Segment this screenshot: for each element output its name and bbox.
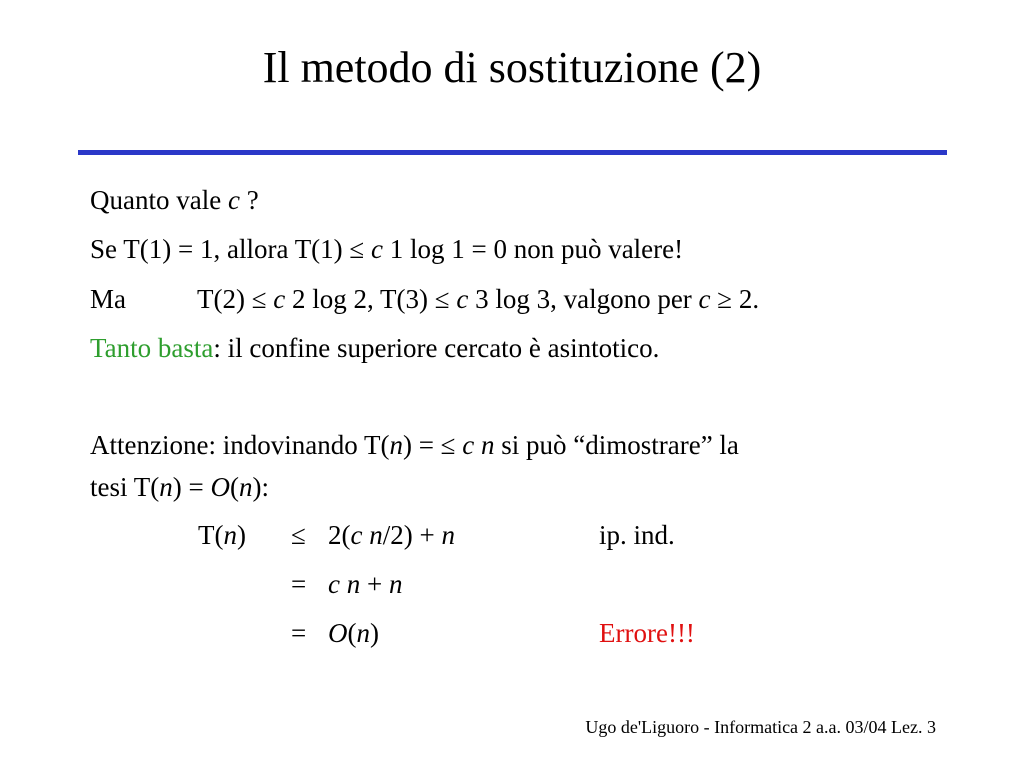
text: + — [360, 569, 389, 599]
ma-text — [197, 282, 759, 316]
ma-label: Ma — [90, 284, 126, 314]
var-c: c — [328, 569, 340, 599]
text: ? — [239, 185, 259, 215]
var-n: n — [369, 520, 383, 550]
big-o: O — [328, 618, 348, 648]
proof-rhs — [328, 567, 402, 601]
space — [474, 430, 481, 460]
error-note: Errore!!! — [599, 618, 695, 648]
base-case-line — [90, 232, 683, 266]
text: 2 log 2, T(3) ≤ — [285, 284, 457, 314]
proof-op-eq: = — [291, 569, 307, 599]
var-n: n — [356, 618, 370, 648]
text: 1 log 1 = 0 non può valere! — [382, 234, 684, 264]
var-c: c — [227, 185, 240, 215]
var-n: n — [346, 569, 361, 599]
text: ( — [347, 618, 357, 648]
space — [340, 569, 347, 599]
var-n: n — [159, 472, 173, 502]
question-line — [90, 183, 259, 217]
text: ≥ 2. — [710, 284, 760, 314]
big-o: O — [210, 472, 230, 502]
proof-lhs — [198, 518, 246, 552]
text: ) — [370, 618, 379, 648]
text: si può “dimostrare” la — [494, 430, 739, 460]
text: T(2) ≤ — [197, 284, 274, 314]
text: : il confine superiore cercato è asintotico. — [213, 333, 660, 363]
var-n: n — [388, 569, 403, 599]
slide-footer: Ugo de'Liguoro - Informatica 2 a.a. 03/04 Lez. 3 — [585, 717, 936, 737]
slide-title: Il metodo di sostituzione (2) — [262, 43, 762, 92]
ma-line — [90, 282, 760, 316]
var-c: c — [462, 430, 475, 460]
text: /2) + — [382, 520, 442, 550]
var-n: n — [441, 520, 455, 550]
text: Quanto vale — [90, 185, 228, 215]
var-c: c — [350, 520, 363, 550]
text: T( — [198, 520, 224, 550]
title-divider — [78, 150, 947, 155]
proof-note: ip. ind. — [599, 520, 675, 550]
text: ( — [229, 472, 239, 502]
var-c: c — [273, 284, 286, 314]
warning-line — [90, 428, 739, 462]
proof-rhs — [328, 616, 379, 650]
var-n: n — [223, 520, 237, 550]
text: 2( — [328, 520, 351, 550]
var-n: n — [238, 472, 253, 502]
thesis-line — [90, 470, 269, 504]
var-n: n — [389, 430, 403, 460]
text: 3 log 3, valgono per — [468, 284, 699, 314]
text: Attenzione: indovinando T( — [90, 430, 390, 460]
highlight-green: Tanto basta — [90, 333, 214, 363]
text: ) = ≤ — [402, 430, 463, 460]
tanto-basta-line — [90, 331, 659, 365]
proof-op-eq: = — [291, 618, 307, 648]
text: ): — [252, 472, 269, 502]
proof-rhs — [328, 518, 455, 552]
text: tesi T( — [90, 472, 160, 502]
text: ) — [236, 520, 246, 550]
var-c: c — [456, 284, 469, 314]
var-c: c — [370, 234, 383, 264]
proof-op-leq: ≤ — [291, 520, 306, 550]
text: Se T(1) = 1, allora T(1) ≤ — [90, 234, 371, 264]
var-n: n — [480, 430, 495, 460]
var-c: c — [698, 284, 711, 314]
text: ) = — [172, 472, 211, 502]
